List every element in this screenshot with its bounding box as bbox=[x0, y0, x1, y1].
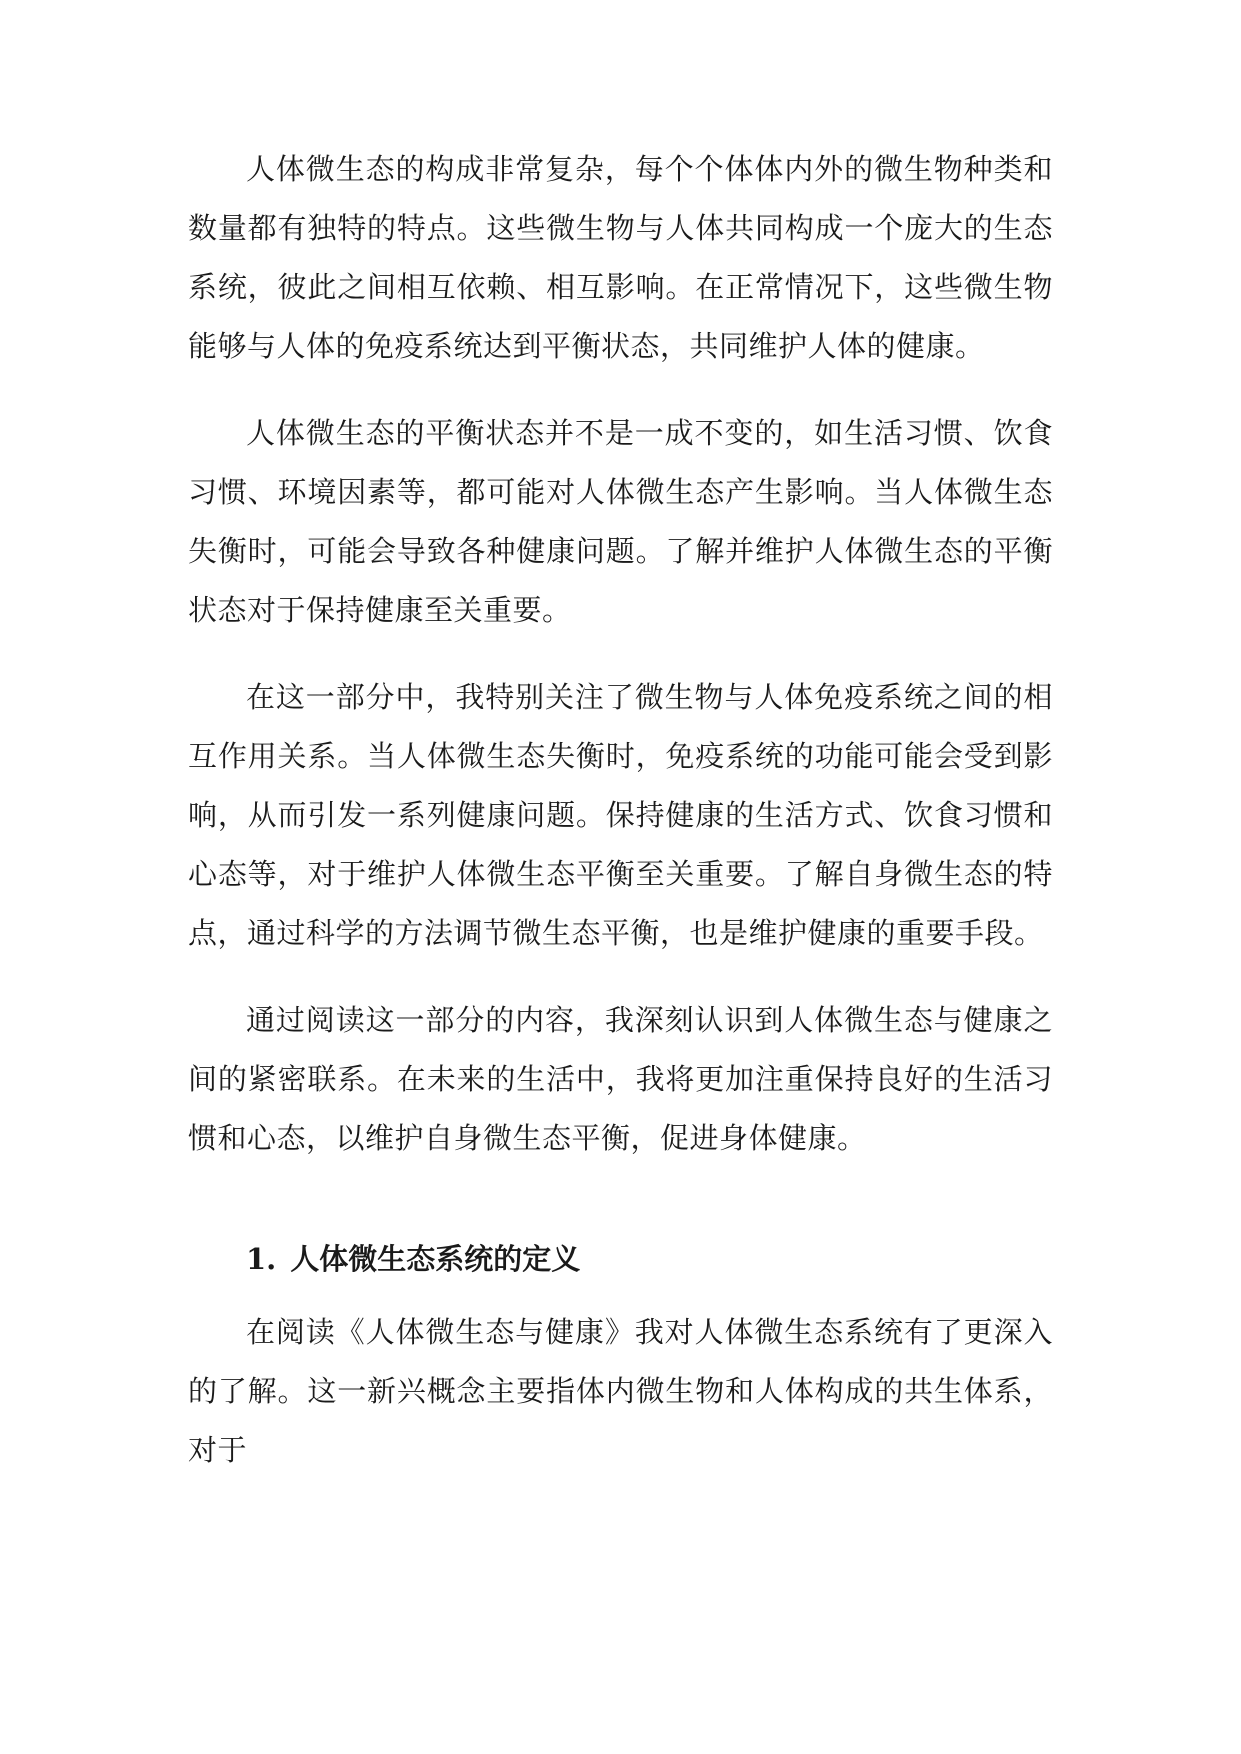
section-heading bbox=[188, 1230, 1053, 1289]
section-paragraph-1: 在阅读《人体微生态与健康》我对人体微生态系统有了更深入的了解。这一新兴概念主要指体内微生物和人体构成的共生体系，对于 bbox=[188, 1315, 1053, 1467]
paragraph-3: 在这一部分中，我特别关注了微生物与人体免疫系统之间的相互作用关系。当人体微生态失衡时，免疫系统的功能可能会受到影响，从而引发一系列健康问题。保持健康的生活方式、饮食习惯和心态等，对于维护人体微生态平衡至关重要。了解自身微生态的特点，通过科学的方法调节微生态平衡，也是维护健康的重要手段。 bbox=[188, 680, 1053, 950]
section-number: 1. bbox=[246, 1242, 277, 1276]
paragraph-2: 人体微生态的平衡状态并不是一成不变的，如生活习惯、饮食习惯、环境因素等，都可能对人体微生态产生影响。当人体微生态失衡时，可能会导致各种健康问题。了解并维护人体微生态的平衡状态对于保持健康至关重要。 bbox=[188, 416, 1053, 627]
paragraph-4: 通过阅读这一部分的内容，我深刻认识到人体微生态与健康之间的紧密联系。在未来的生活中，我将更加注重保持良好的生活习惯和心态，以维护自身微生态平衡，促进身体健康。 bbox=[188, 1003, 1053, 1155]
document-page bbox=[188, 140, 1053, 1508]
paragraph-1: 人体微生态的构成非常复杂，每个个体体内外的微生物种类和数量都有独特的特点。这些微生物与人体共同构成一个庞大的生态系统，彼此之间相互依赖、相互影响。在正常情况下，这些微生物能够与人体的免疫系统达到平衡状态，共同维护人体的健康。 bbox=[188, 152, 1053, 363]
section-title: 人体微生态系统的定义 bbox=[290, 1242, 581, 1276]
